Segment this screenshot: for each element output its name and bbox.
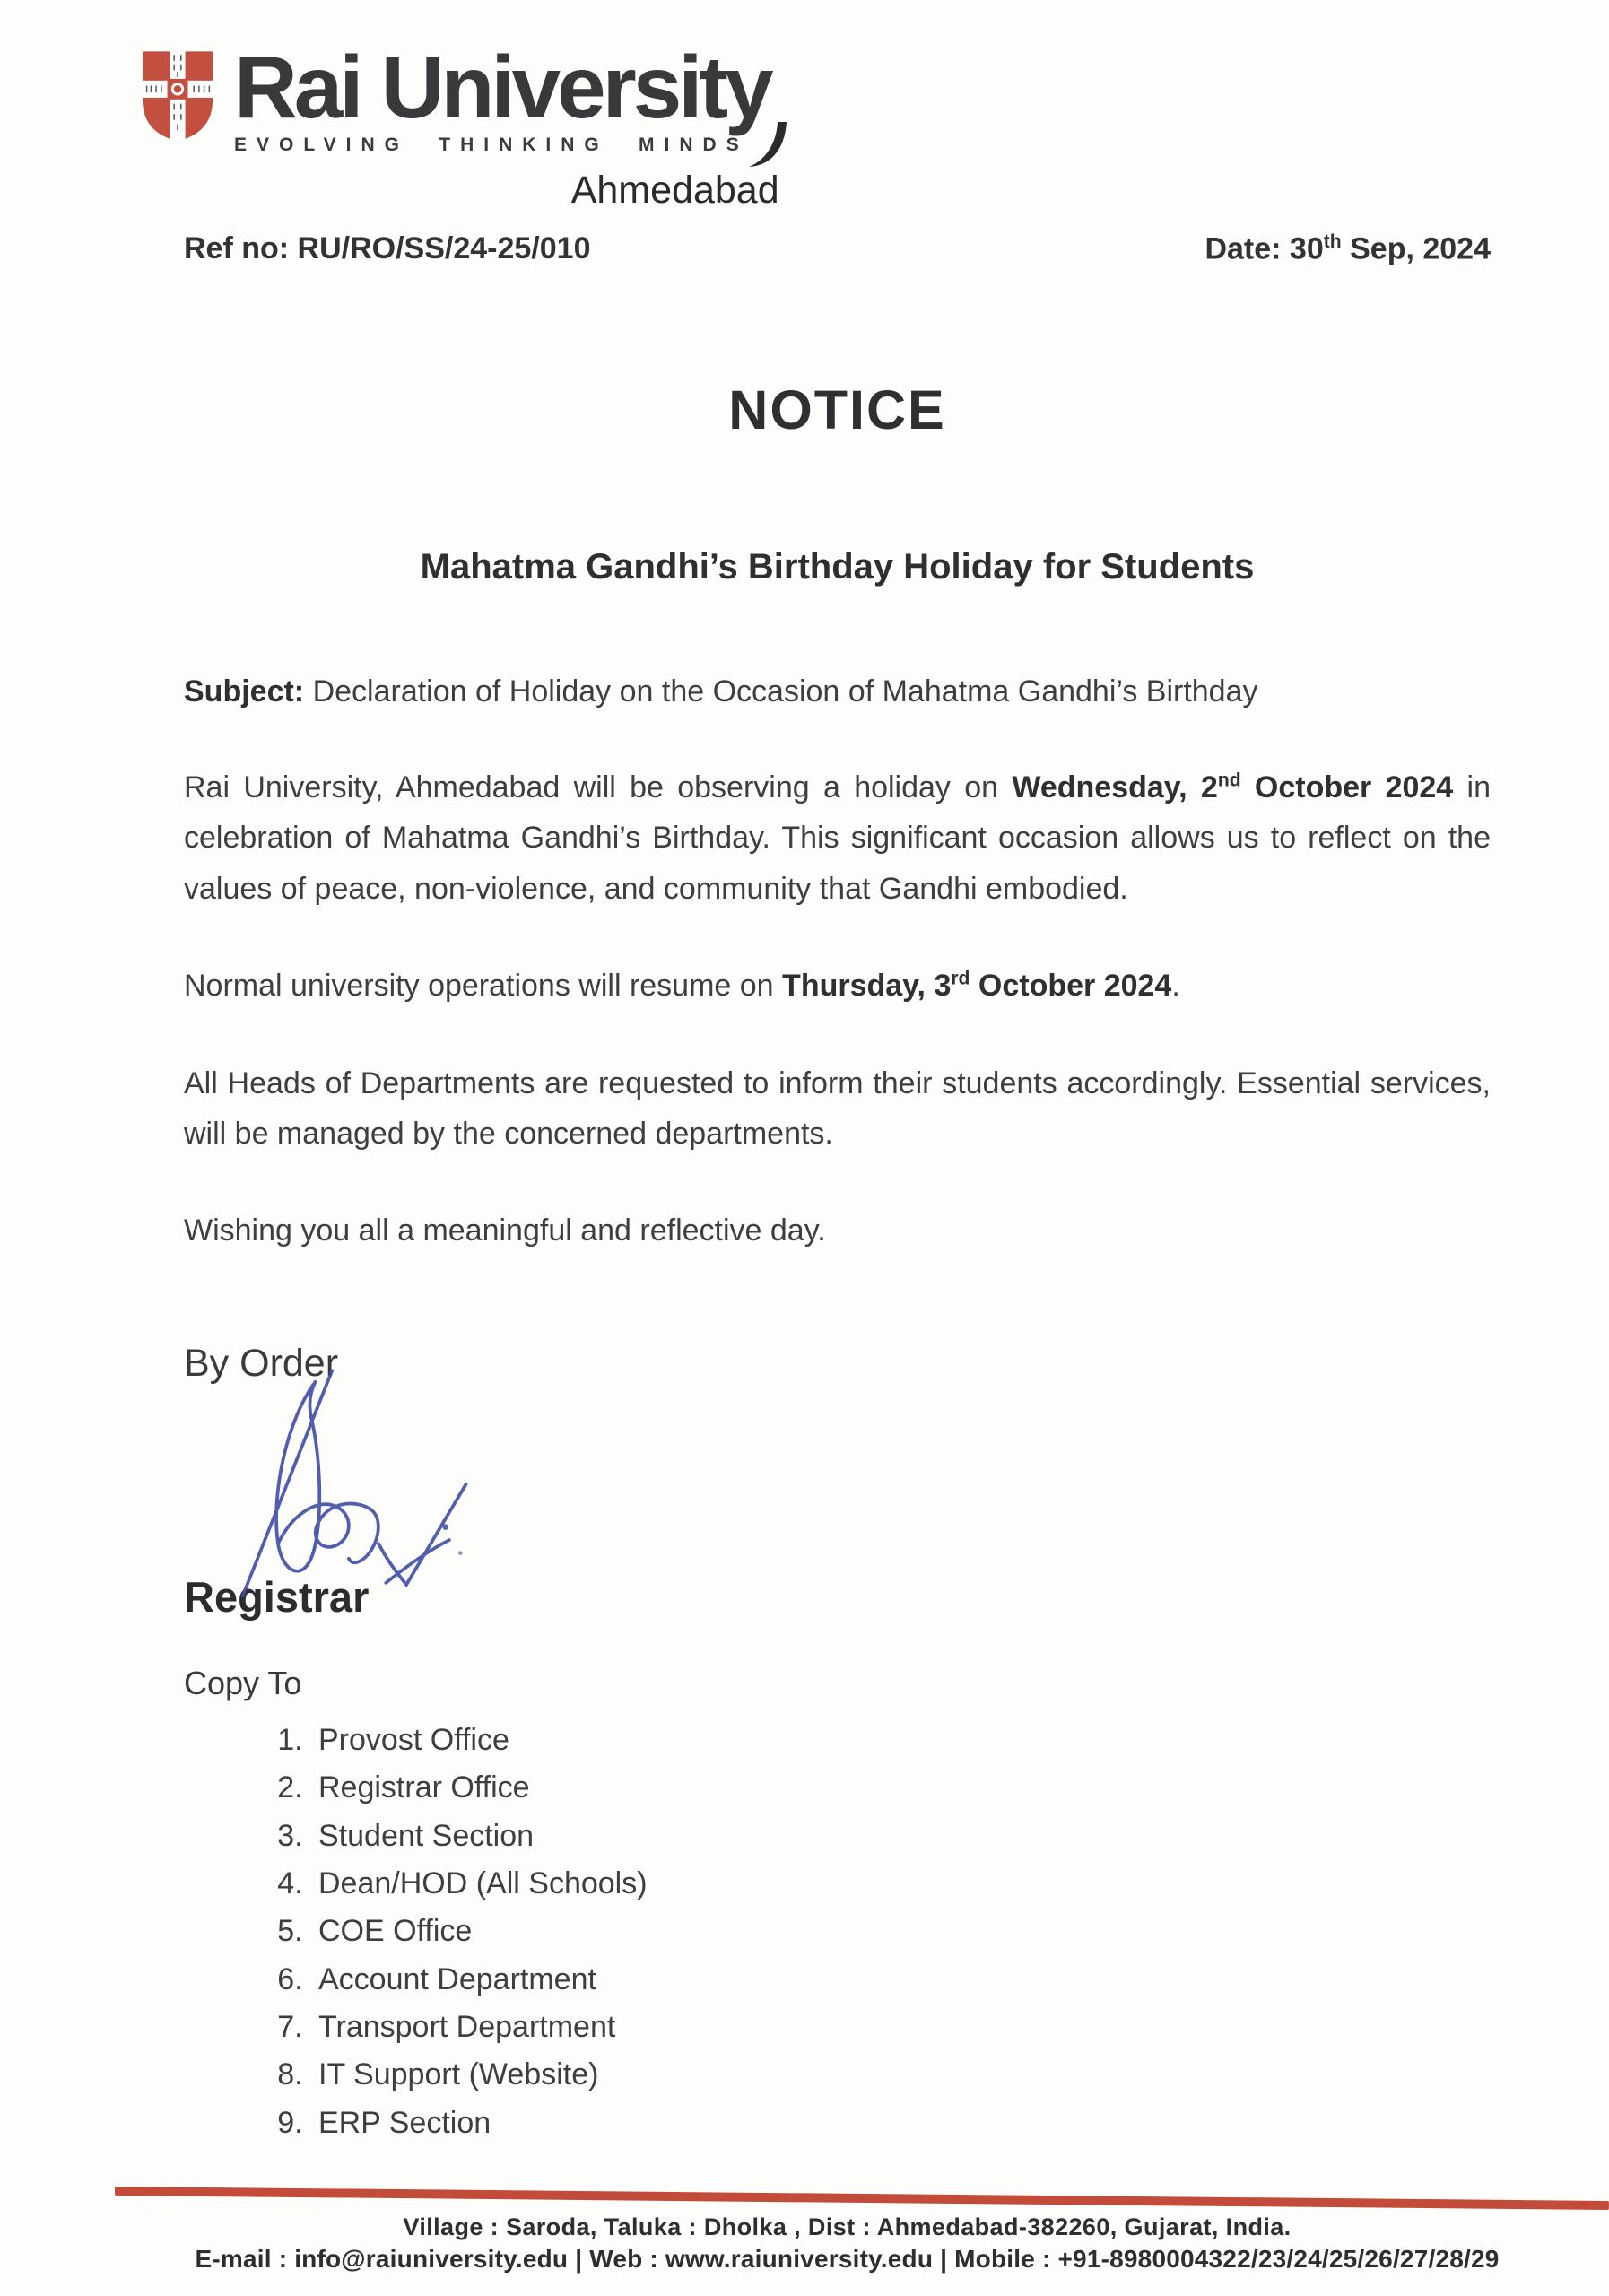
university-shield-logo xyxy=(139,47,216,145)
paragraph-resume-operations xyxy=(184,961,1491,1011)
footer-contact: E-mail : info@raiuniversity.edu | Web : www.raiuniversity.edu | Mobile : +91-8980004322/23/24/25/26/27/28/29 xyxy=(195,2245,1500,2273)
list-item: 1. Provost Office xyxy=(311,1717,1491,1764)
paragraph-text: . xyxy=(1171,969,1180,1004)
footer-rule xyxy=(115,2187,1609,2210)
list-item: 2. Registrar Office xyxy=(311,1764,1491,1812)
tagline-word: MINDS xyxy=(639,135,749,156)
date: Date: 30th Sep, 2024 xyxy=(1205,231,1491,266)
notice-heading: NOTICE xyxy=(728,379,946,441)
paragraph-text: in celebration of Mahatma Gandhi’s Birthday. This significant occasion allows us to reflect on the values of peace, non-violence, and community that Gandhi embodied. xyxy=(184,770,1491,906)
subject-label: Subject: xyxy=(184,674,305,709)
paragraph-text: Normal university operations will resume on xyxy=(184,969,783,1004)
by-order-label: By Order xyxy=(184,1341,339,1385)
paragraph-hod-instruction: All Heads of Departments are requested to inform their students accordingly. Essential services, will be managed by the concerned departments. xyxy=(184,1065,1491,1151)
resume-date-bold: Thursday, 3rd October 2024 xyxy=(782,968,1172,1004)
list-item: 4. Dean/HOD (All Schools) xyxy=(311,1860,1491,1908)
list-item: 6. Account Department xyxy=(311,1956,1491,2004)
copy-to-list xyxy=(184,1717,1491,2147)
paragraph-text: Rai University, Ahmedabad will be observing a holiday on xyxy=(184,770,1013,804)
list-item: 5. COE Office xyxy=(311,1908,1491,1955)
brand-text-block xyxy=(234,38,779,213)
copy-to-section xyxy=(184,1665,1491,2147)
list-item: 8. IT Support (Website) xyxy=(311,2051,1491,2099)
paragraph-holiday-declaration xyxy=(184,762,1491,914)
copy-to-label: Copy To xyxy=(184,1664,302,1701)
swoosh-icon xyxy=(749,122,787,170)
list-item: 7. Transport Department xyxy=(311,2004,1491,2051)
subject-line xyxy=(184,666,1491,717)
signoff-block xyxy=(184,1342,1491,1622)
ref-number: Ref no: RU/RO/SS/24-25/010 xyxy=(184,231,591,265)
subject-text: Declaration of Holiday on the Occasion of Mahatma Gandhi’s Birthday xyxy=(304,674,1258,709)
tagline-word: EVOLVING xyxy=(234,135,409,156)
list-item: 3. Student Section xyxy=(311,1813,1491,1860)
notice-title: Mahatma Gandhi’s Birthday Holiday for Students xyxy=(420,547,1255,587)
tagline-word: THINKING xyxy=(439,135,609,156)
letterhead-footer xyxy=(0,2187,1609,2275)
registrar-label: Registrar xyxy=(184,1572,370,1621)
footer-text xyxy=(0,2212,1609,2275)
footer-address: Village : Saroda, Taluka : Dholka , Dist : Ahmedabad-382260, Gujarat, India. xyxy=(403,2213,1292,2240)
ref-date-row xyxy=(184,231,1491,266)
list-item: 9. ERP Section xyxy=(311,2100,1491,2147)
tagline xyxy=(234,135,749,156)
letter-body xyxy=(184,231,1491,2147)
letterhead xyxy=(139,38,779,213)
city-label: Ahmedabad xyxy=(570,169,779,213)
university-name: Rai University xyxy=(234,38,770,136)
paragraph-wishes: Wishing you all a meaningful and reflective day. xyxy=(184,1213,826,1248)
holiday-date-bold: Wednesday, 2nd October 2024 xyxy=(1012,770,1454,804)
signature-ink xyxy=(218,1361,487,1613)
